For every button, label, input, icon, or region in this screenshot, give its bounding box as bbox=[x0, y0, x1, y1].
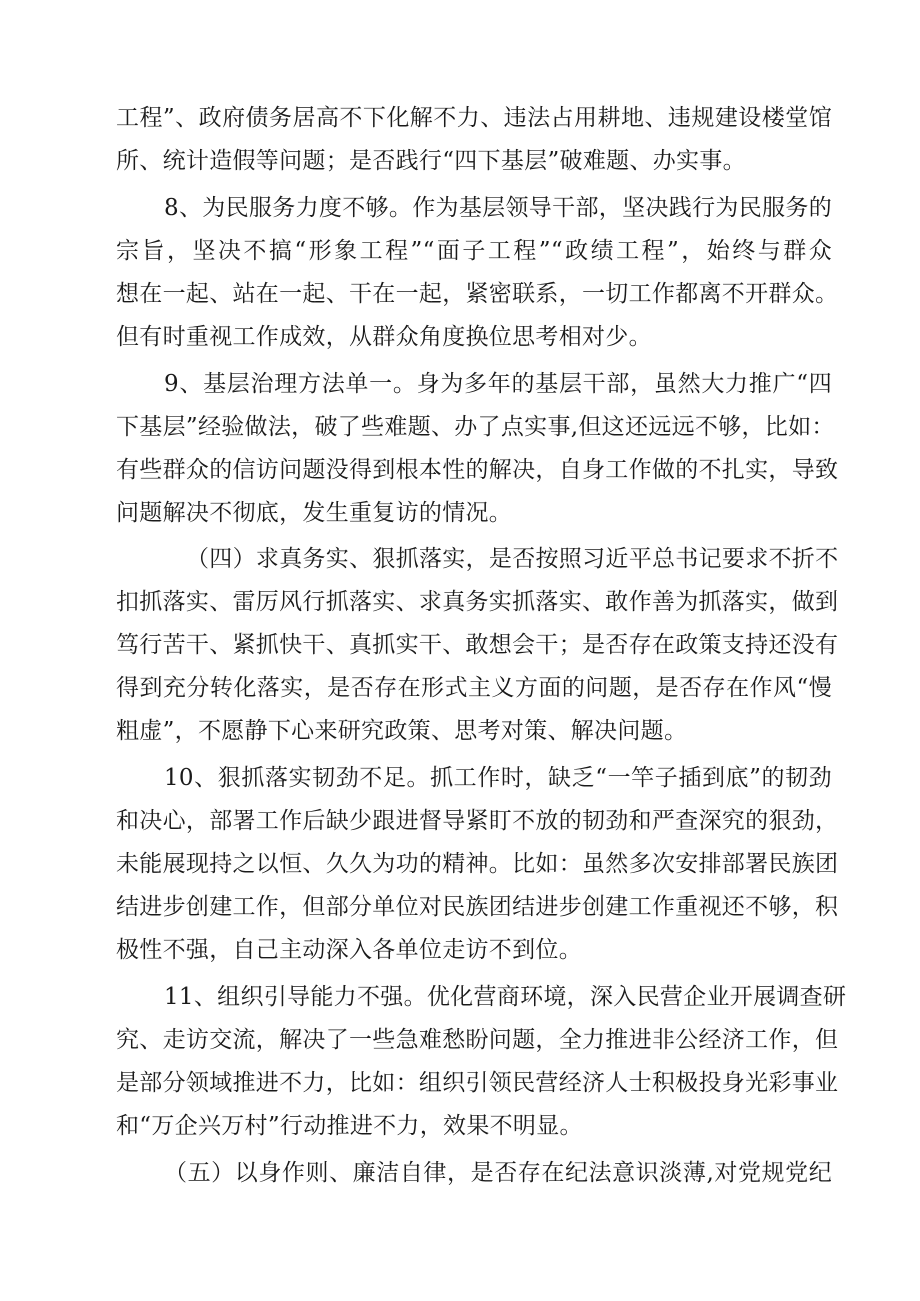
text-line: 结进步创建工作，但部分单位对民族团结进步创建工作重视还不够，积 bbox=[116, 894, 839, 920]
text-line: 但有时重视工作成效，从群众角度换位思考相对少。 bbox=[116, 324, 652, 350]
text-line: 所、统计造假等问题；是否践行“四下基层”破难题、办实事。 bbox=[116, 148, 746, 174]
text-line: 粗虚”，不愿静下心来研究政策、思考对策、解决问题。 bbox=[116, 718, 688, 744]
text-line: 极性不强，自己主动深入各单位走访不到位。 bbox=[116, 937, 582, 963]
text-line: 问题解决不彻底，发生重复访的情况。 bbox=[116, 500, 513, 526]
text-line: 是部分领域推进不力，比如：组织引领民营经济人士积极投身光彩事业 bbox=[116, 1070, 839, 1096]
section-5-heading-line: （五）以身作则、廉洁自律，是否存在纪法意识淡薄,对党规党纪 bbox=[164, 1160, 832, 1186]
item-11-heading-line: 11、组织引导能力不强。优化营商环境，深入民营企业开展调查研 bbox=[164, 984, 847, 1010]
text-line: 下基层”经验做法，破了些难题、办了点实事,但这还远远不够，比如： bbox=[116, 414, 835, 440]
text-line: 工程”、政府债务居高不下化解不力、违法占用耕地、违规建设楼堂馆 bbox=[116, 105, 832, 131]
text-line: 未能展现持之以恒、久久为功的精神。比如：虽然多次安排部署民族团 bbox=[116, 851, 839, 877]
text-line: 宗旨，坚决不搞“形象工程”“面子工程”“政绩工程”，始终与群众 bbox=[116, 238, 832, 264]
section-4-heading-line: （四）求真务实、狠抓落实，是否按照习近平总书记要求不折不 bbox=[186, 546, 839, 572]
text-line: 扣抓落实、雷厉风行抓落实、求真务实抓落实、敢作善为抓落实，做到 bbox=[116, 589, 839, 615]
text-line: 想在一起、站在一起、干在一起，紧密联系，一切工作都离不开群众。 bbox=[116, 281, 839, 307]
text-line: 有些群众的信访问题没得到根本性的解决，自身工作做的不扎实，导致 bbox=[116, 457, 839, 483]
item-9-heading-line: 9、基层治理方法单一。身为多年的基层干部，虽然大力推广“四 bbox=[164, 371, 832, 397]
item-8-heading-line: 8、为民服务力度不够。作为基层领导干部，坚决践行为民服务的 bbox=[164, 195, 832, 221]
text-line: 究、走访交流，解决了一些急难愁盼问题，全力推进非公经济工作，但 bbox=[116, 1027, 839, 1053]
text-line: 和“万企兴万村”行动推进不力，效果不明显。 bbox=[116, 1113, 583, 1139]
text-line: 和决心，部署工作后缺少跟进督导紧盯不放的韧劲和严查深究的狠劲， bbox=[116, 808, 839, 834]
text-line: 笃行苦干、紧抓快干、真抓实干、敢想会干；是否存在政策支持还没有 bbox=[116, 632, 839, 658]
item-10-heading-line: 10、狠抓落实韧劲不足。抓工作时，缺乏“一竿子插到底”的韧劲 bbox=[164, 765, 832, 791]
text-line: 得到充分转化落实，是否存在形式主义方面的问题，是否存在作风“慢 bbox=[116, 675, 832, 701]
